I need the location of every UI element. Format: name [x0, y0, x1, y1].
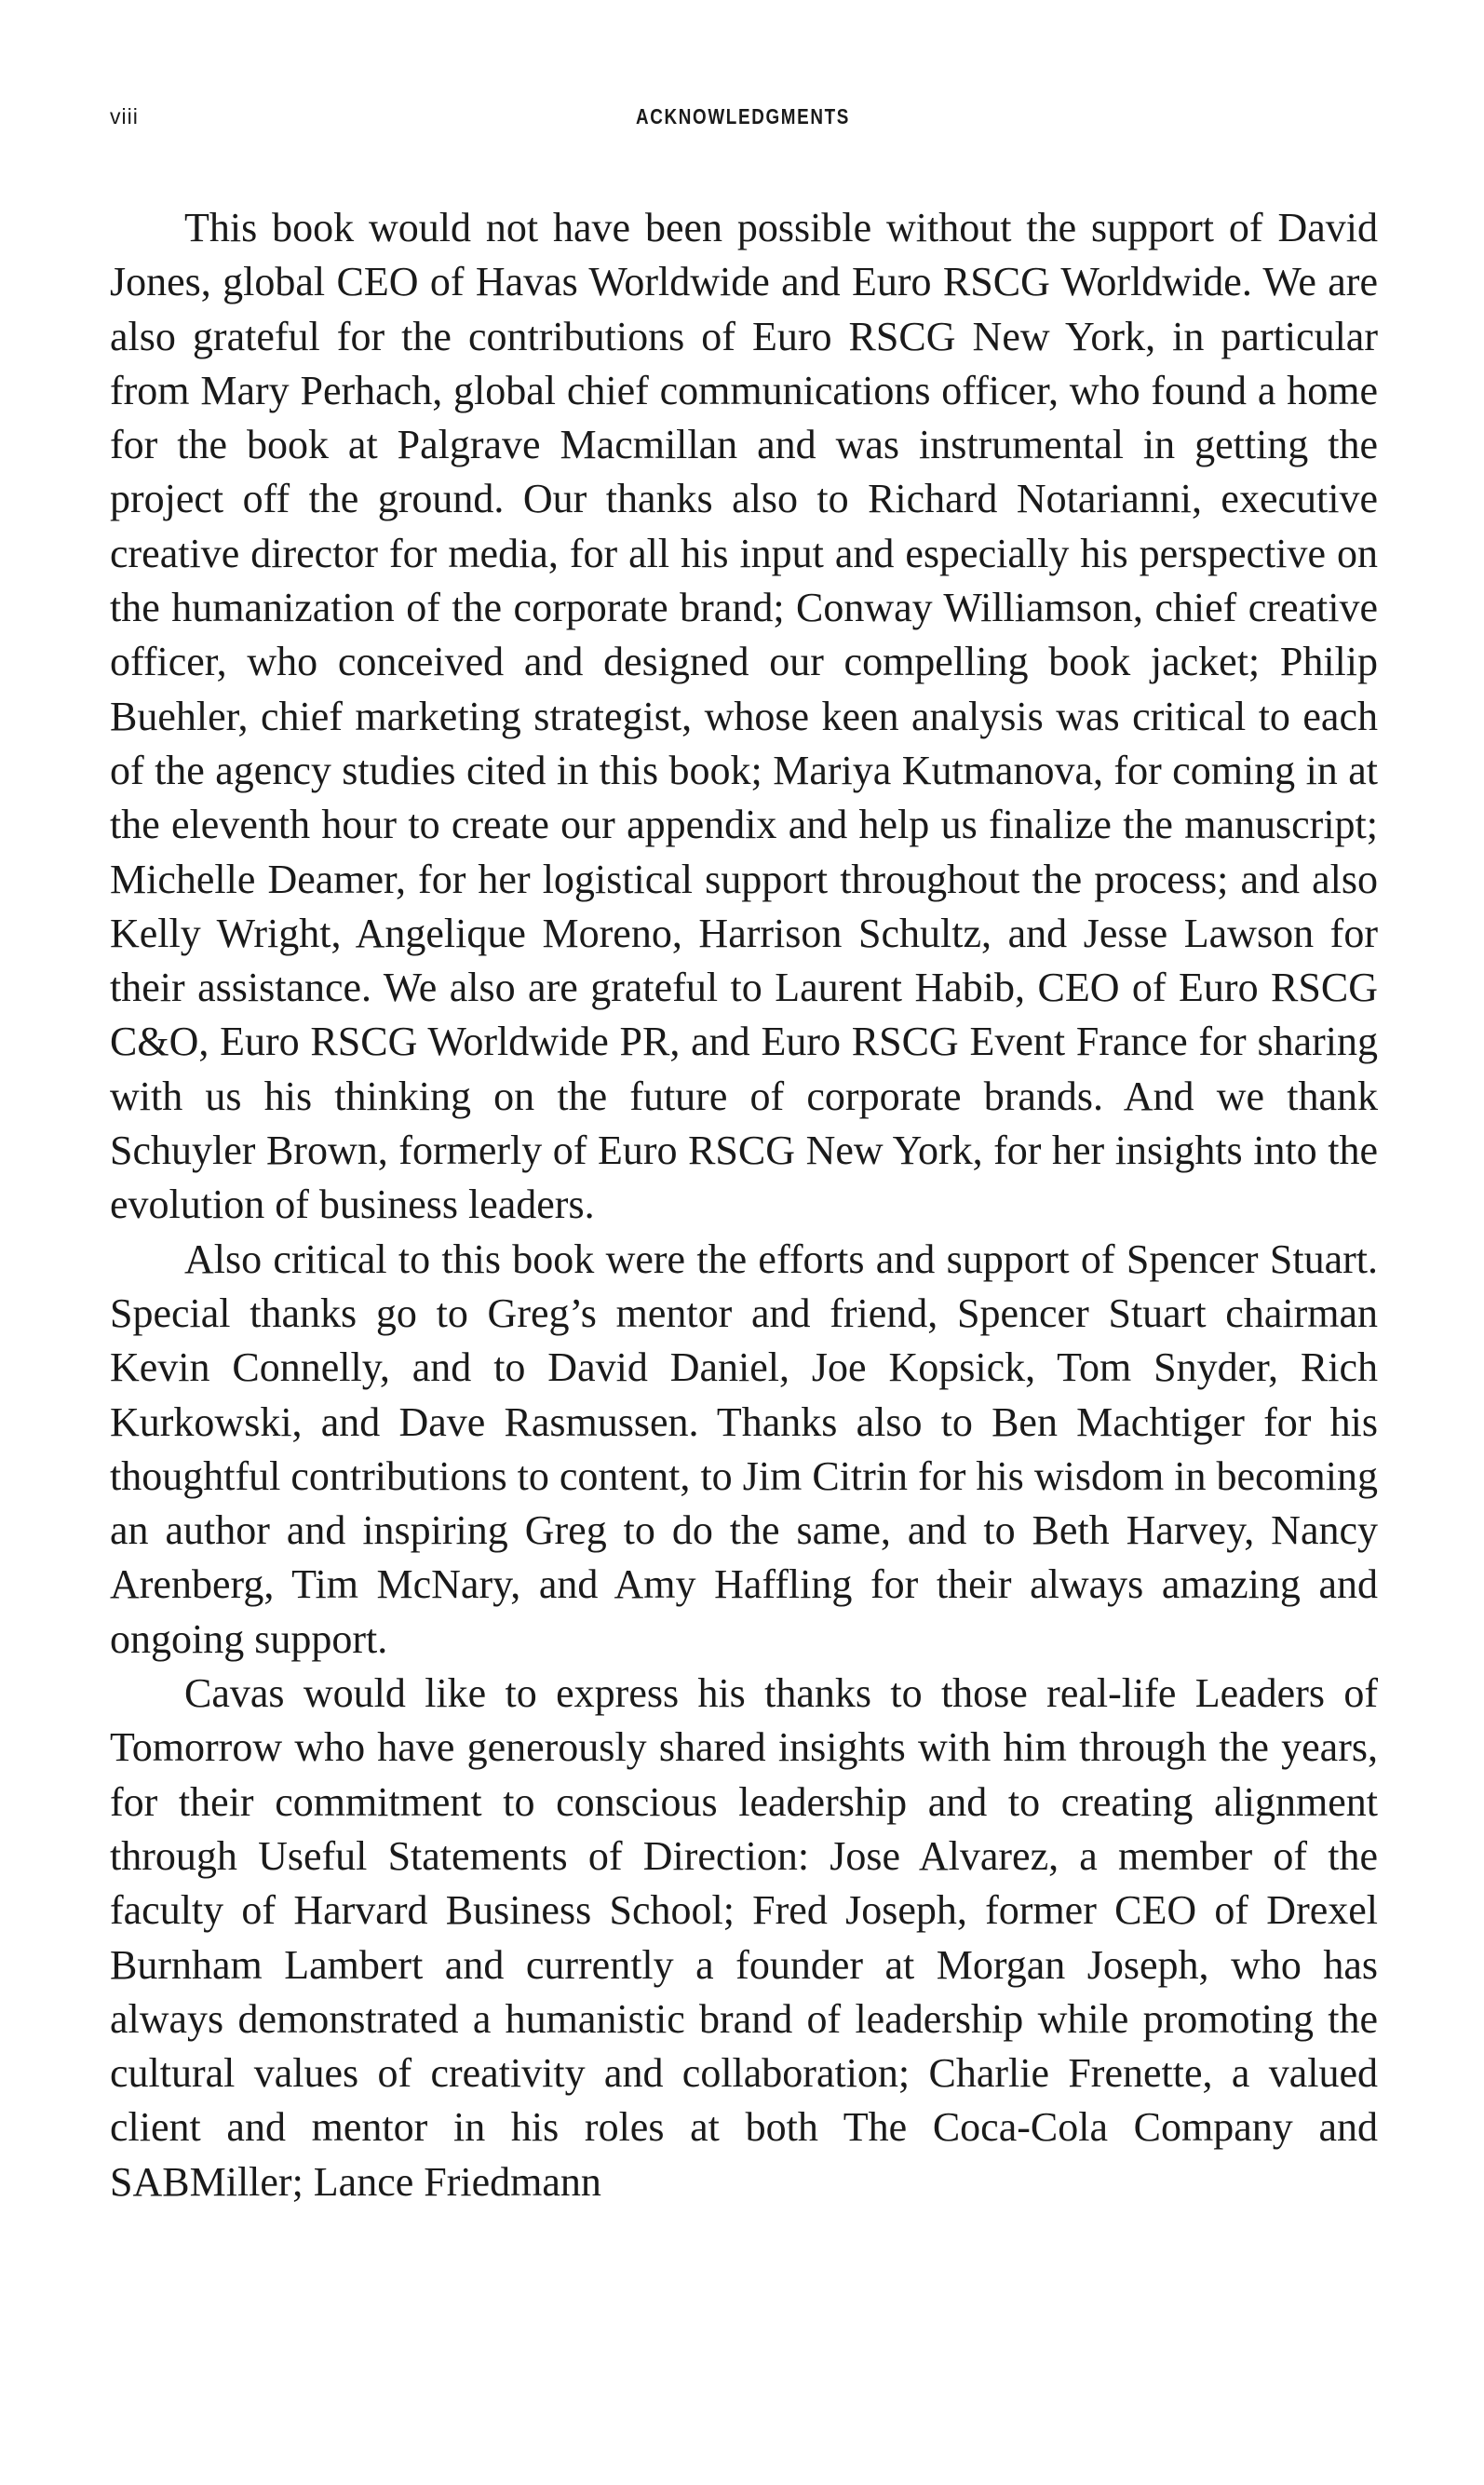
running-header	[110, 104, 1376, 132]
page-number: viii	[110, 104, 139, 128]
running-title: ACKNOWLEDGMENTS	[636, 104, 850, 128]
paragraph-1: This book would not have been possible without the support of David Jones, global CEO of Havas Worldwide and Euro RSCG Worldwide. We are also grateful for the contributions of Euro RSCG New York, in particular from Mary Perhach, global chief communications officer, who found a home for the book at Palgrave Macmillan and was instrumental in getting the project off the ground. Our thanks also to Richard Notarianni, executive creative director for media, for all his input and especially his perspective on the humanization of the corporate brand; Conway Williamson, chief creative officer, who conceived and designed our compelling book jacket; Philip Buehler, chief marketing strategist, whose keen analysis was critical to each of the agency studies cited in this book; Mariya Kutmanova, for coming in at the eleventh hour to create our appendix and help us finalize the manuscript; Michelle Deamer, for her logistical support throughout the process; and also Kelly Wright, Angelique Moreno, Harrison Schultz, and Jesse Lawson for their assistance. We also are grateful to Laurent Habib, CEO of Euro RSCG C&O, Euro RSCG Worldwide PR, and Euro RSCG Event France for sharing with us his thinking on the future of corporate brands. And we thank Schuyler Brown, formerly of Euro RSCG New York, for her insights into the evolution of business leaders.	[110, 205, 1378, 1228]
paragraph-3: Cavas would like to express his thanks to those real-life Leaders of Tomorrow who have generously shared insights with him through the years, for their commitment to conscious leadership and to creating alignment through Useful Statements of Direction: Jose Alvarez, a member of the faculty of Harvard Business School; Fred Joseph, former CEO of Drexel Burnham Lambert and currently a founder at Morgan Joseph, who has always demonstrated a humanistic brand of leadership while promoting the cultural values of creativity and collaboration; Charlie Frenette, a valued client and mentor in his roles at both The Coca-Cola Company and SABMiller; Lance Friedmann	[110, 1670, 1378, 2205]
paragraph-2: Also critical to this book were the efforts and support of Spencer Stuart. Special thanks go to Greg’s mentor and friend, Spencer Stuart chairman Kevin Connelly, and to David Daniel, Joe Kopsick, Tom Snyder, Rich Kurkowski, and Dave Rasmussen. Thanks also to Ben Machtiger for his thoughtful contributions to content, to Jim Citrin for his wisdom in becoming an author and inspiring Greg to do the same, and to Beth Harvey, Nancy Arenberg, Tim McNary, and Amy Haffling for their always amazing and ongoing support.	[110, 1236, 1378, 1662]
body-text	[110, 201, 1378, 2209]
